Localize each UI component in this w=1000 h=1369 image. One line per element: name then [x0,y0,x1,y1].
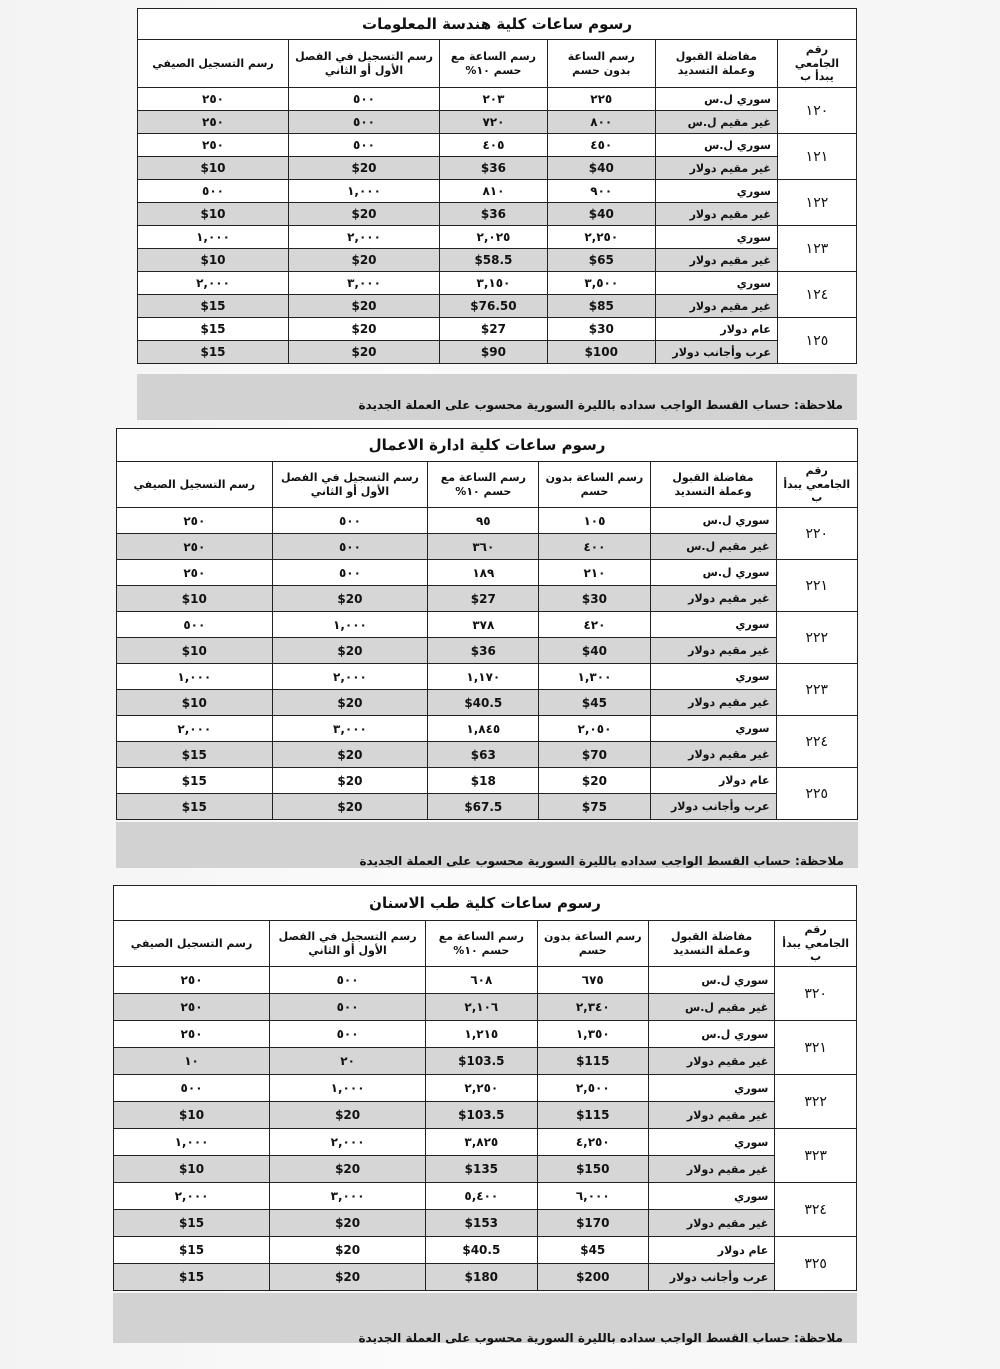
header-row [117,462,858,508]
student-number-prefix: ٢٢١ [776,560,858,612]
summer-registration-fee: $15 [114,1210,270,1237]
header-hour-fee: رسم الساعة بدون حسم [537,921,648,967]
semester-registration-fee: $20 [272,586,428,612]
semester-registration-fee: $20 [270,1237,426,1264]
semester-registration-fee: ١,٠٠٠ [270,1075,426,1102]
hour-fee-discount: $67.5 [428,794,539,820]
summer-registration-fee: $10 [138,203,289,226]
hour-fee: ٢,٣٤٠ [537,994,648,1021]
table-row [114,1183,857,1210]
header-student-number: رقم الجامعي يبدأ ب [775,921,857,967]
summer-registration-fee: ٢٥٠ [117,508,273,534]
table-header [138,40,857,88]
hour-fee: ٦,٠٠٠ [537,1183,648,1210]
semester-registration-fee: ٣,٠٠٠ [272,716,428,742]
admission-type: سوري ل.س [650,508,776,534]
semester-registration-fee: $20 [289,249,440,272]
fees-table [137,8,857,364]
table-row [117,664,858,690]
semester-registration-fee: $20 [272,638,428,664]
hour-fee: ٤,٢٥٠ [537,1129,648,1156]
hour-fee: ٢,٥٠٠ [537,1075,648,1102]
semester-registration-fee: ٣,٠٠٠ [289,272,440,295]
admission-type: سوري [648,1075,774,1102]
summer-registration-fee: ٢,٠٠٠ [114,1183,270,1210]
semester-registration-fee: ٢,٠٠٠ [270,1129,426,1156]
hour-fee-discount: $27 [440,318,548,341]
summer-registration-fee: ٢٥٠ [114,994,270,1021]
table-row [117,768,858,794]
hour-fee-discount: ٣,٨٢٥ [426,1129,537,1156]
header-student-number: رقم الجامعي يبدأ ب [777,40,856,88]
admission-type: سوري [655,272,777,295]
table-row [114,1210,857,1237]
semester-registration-fee: $20 [289,203,440,226]
hour-fee: $170 [537,1210,648,1237]
fees-table [113,885,857,1291]
admission-type: عرب وأجانب دولار [650,794,776,820]
student-number-prefix: ١٢٢ [777,180,856,226]
summer-registration-fee: ١,٠٠٠ [138,226,289,249]
admission-type: غير مقيم دولار [648,1048,774,1075]
hour-fee: ٢٢٥ [547,88,655,111]
hour-fee-discount: ٤٠٥ [440,134,548,157]
hour-fee-discount: ٢,٠٢٥ [440,226,548,249]
table-row [138,272,857,295]
summer-registration-fee: ٢٥٠ [117,560,273,586]
hour-fee-discount: $58.5 [440,249,548,272]
hour-fee-discount: ١,٨٤٥ [428,716,539,742]
admission-type: سوري [648,1129,774,1156]
note-strip: ملاحظة: حساب القسط الواجب سداده بالليرة السورية محسوب على العملة الجديدة [116,822,858,868]
semester-registration-fee: ٥٠٠ [270,994,426,1021]
summer-registration-fee: $10 [138,249,289,272]
table-row [114,1021,857,1048]
hour-fee-discount: $36 [428,638,539,664]
summer-registration-fee: $10 [117,690,273,716]
table-row [138,249,857,272]
hour-fee-discount: ٨١٠ [440,180,548,203]
semester-registration-fee: $20 [272,768,428,794]
admission-type: غير مقيم دولار [655,249,777,272]
student-number-prefix: ٣٢٢ [775,1075,857,1129]
table-row [117,586,858,612]
hour-fee: ٣,٥٠٠ [547,272,655,295]
hour-fee: $100 [547,341,655,364]
hour-fee: ٤٠٠ [539,534,650,560]
semester-registration-fee: $20 [272,794,428,820]
hour-fee-discount: ٦٠٨ [426,967,537,994]
summer-registration-fee: ٥٠٠ [117,612,273,638]
table-row [138,88,857,111]
summer-registration-fee: ٢٥٠ [138,111,289,134]
student-number-prefix: ٣٢٠ [775,967,857,1021]
summer-registration-fee: $10 [117,586,273,612]
header-summer-registration: رسم التسجيل الصيفي [114,921,270,967]
admission-type: سوري [655,226,777,249]
summer-registration-fee: $15 [114,1237,270,1264]
hour-fee: $40 [547,157,655,180]
hour-fee-discount: ٣٦٠ [428,534,539,560]
admission-type: سوري ل.س [655,88,777,111]
hour-fee-discount: ١٨٩ [428,560,539,586]
table-row [117,742,858,768]
table-row [114,1264,857,1291]
summer-registration-fee: ٢٥٠ [114,967,270,994]
table-row [114,1102,857,1129]
hour-fee-discount: $18 [428,768,539,794]
admission-type: غير مقيم دولار [655,157,777,180]
admission-type: سوري ل.س [648,967,774,994]
admission-type: غير مقيم ل.س [650,534,776,560]
student-number-prefix: ٣٢٣ [775,1129,857,1183]
semester-registration-fee: $20 [270,1210,426,1237]
student-number-prefix: ٢٢٤ [776,716,858,768]
hour-fee: $30 [547,318,655,341]
admission-type: عرب وأجانب دولار [648,1264,774,1291]
hour-fee: ١,٣٥٠ [537,1021,648,1048]
semester-registration-fee: ٥٠٠ [272,508,428,534]
admission-type: غير مقيم دولار [650,638,776,664]
summer-registration-fee: $10 [114,1102,270,1129]
header-semester-registration: رسم التسجيل في الفصل الأول أو الثاني [272,462,428,508]
semester-registration-fee: ٥٠٠ [270,1021,426,1048]
hour-fee: ٤٢٠ [539,612,650,638]
summer-registration-fee: ٢٥٠ [114,1021,270,1048]
semester-registration-fee: $20 [270,1264,426,1291]
semester-registration-fee: ٥٠٠ [272,534,428,560]
table-row [114,967,857,994]
semester-registration-fee: ١,٠٠٠ [289,180,440,203]
semester-registration-fee: ٢,٠٠٠ [272,664,428,690]
hour-fee: ٢,٠٥٠ [539,716,650,742]
student-number-prefix: ٢٢٣ [776,664,858,716]
admission-type: سوري ل.س [648,1021,774,1048]
summer-registration-fee: $15 [138,318,289,341]
table-row [117,534,858,560]
hour-fee: ٢,٢٥٠ [547,226,655,249]
table-row [117,716,858,742]
hour-fee-discount: ٢,١٠٦ [426,994,537,1021]
admission-type: عام دولار [650,768,776,794]
header-hour-fee-discount: رسم الساعة مع حسم ١٠% [428,462,539,508]
semester-registration-fee: $20 [289,295,440,318]
summer-registration-fee: $10 [138,157,289,180]
hour-fee: ٩٠٠ [547,180,655,203]
table-row [117,794,858,820]
hour-fee: $115 [537,1048,648,1075]
semester-registration-fee: $20 [270,1156,426,1183]
table-body [117,508,858,820]
semester-registration-fee: ٢٠ [270,1048,426,1075]
student-number-prefix: ١٢٥ [777,318,856,364]
admission-type: عام دولار [648,1237,774,1264]
admission-type: غير مقيم دولار [650,586,776,612]
table-row [117,690,858,716]
hour-fee: $75 [539,794,650,820]
hour-fee-discount: ٥,٤٠٠ [426,1183,537,1210]
summer-registration-fee: ٢,٠٠٠ [138,272,289,295]
admission-type: سوري [650,612,776,638]
table-row [117,612,858,638]
hour-fee-discount: $36 [440,203,548,226]
hour-fee: $115 [537,1102,648,1129]
admission-type: غير مقيم دولار [648,1102,774,1129]
hour-fee-discount: ١,١٧٠ [428,664,539,690]
fees-table-information-engineering [137,8,857,364]
table-row [138,111,857,134]
hour-fee-discount: $36 [440,157,548,180]
semester-registration-fee: ٥٠٠ [272,560,428,586]
semester-registration-fee: ٥٠٠ [289,88,440,111]
hour-fee-discount: $153 [426,1210,537,1237]
table-row [138,203,857,226]
header-hour-fee-discount: رسم الساعة مع حسم ١٠% [440,40,548,88]
hour-fee-discount: ٢٠٣ [440,88,548,111]
student-number-prefix: ٣٢٤ [775,1183,857,1237]
table-row [117,638,858,664]
note-strip: ملاحظة: حساب القسط الواجب سداده بالليرة السورية محسوب على العملة الجديدة [137,374,857,420]
admission-type: غير مقيم ل.س [655,111,777,134]
student-number-prefix: ٢٢٥ [776,768,858,820]
summer-registration-fee: $10 [114,1156,270,1183]
summer-registration-fee: ٢٥٠ [117,534,273,560]
admission-type: غير مقيم دولار [655,295,777,318]
hour-fee-discount: ٣٧٨ [428,612,539,638]
semester-registration-fee: ٥٠٠ [270,967,426,994]
summer-registration-fee: $15 [114,1264,270,1291]
fees-table-business-administration [116,428,858,820]
semester-registration-fee: ٢,٠٠٠ [289,226,440,249]
hour-fee: $200 [537,1264,648,1291]
hour-fee: $45 [539,690,650,716]
hour-fee-discount: ٢,٢٥٠ [426,1075,537,1102]
hour-fee-discount: ٩٥ [428,508,539,534]
header-student-number: رقم الجامعي يبدأ ب [776,462,858,508]
hour-fee-discount: $180 [426,1264,537,1291]
summer-registration-fee: $15 [138,341,289,364]
table-row [138,180,857,203]
header-summer-registration: رسم التسجيل الصيفي [117,462,273,508]
header-admission-currency: مفاضلة القبول وعملة التسديد [655,40,777,88]
hour-fee-discount: $76.50 [440,295,548,318]
hour-fee-discount: $63 [428,742,539,768]
summer-registration-fee: ١,٠٠٠ [117,664,273,690]
header-hour-fee-discount: رسم الساعة مع حسم ١٠% [426,921,537,967]
admission-type: عام دولار [655,318,777,341]
fees-table [116,428,858,820]
hour-fee-discount: $135 [426,1156,537,1183]
summer-registration-fee: $15 [117,742,273,768]
admission-type: سوري [650,664,776,690]
student-number-prefix: ١٢٠ [777,88,856,134]
summer-registration-fee: $15 [138,295,289,318]
table-row [138,341,857,364]
admission-type: غير مقيم دولار [648,1156,774,1183]
fees-table-dentistry [113,885,857,1291]
table-row [117,560,858,586]
table-title: رسوم ساعات كلية هندسة المعلومات [137,8,857,39]
hour-fee: $85 [547,295,655,318]
student-number-prefix: ١٢٣ [777,226,856,272]
student-number-prefix: ٢٢٠ [776,508,858,560]
table-row [114,1048,857,1075]
table-row [117,508,858,534]
header-row [138,40,857,88]
header-semester-registration: رسم التسجيل في الفصل الأول أو الثاني [270,921,426,967]
table-body [114,967,857,1291]
admission-type: سوري ل.س [650,560,776,586]
semester-registration-fee: $20 [289,341,440,364]
table-row [114,1156,857,1183]
hour-fee: $45 [537,1237,648,1264]
header-row [114,921,857,967]
header-admission-currency: مفاضلة القبول وعملة التسديد [648,921,774,967]
hour-fee: ١,٣٠٠ [539,664,650,690]
table-header [117,462,858,508]
header-summer-registration: رسم التسجيل الصيفي [138,40,289,88]
summer-registration-fee: $15 [117,794,273,820]
semester-registration-fee: $20 [272,742,428,768]
semester-registration-fee: ٣,٠٠٠ [270,1183,426,1210]
summer-registration-fee: ٢٥٠ [138,88,289,111]
student-number-prefix: ١٢٤ [777,272,856,318]
hour-fee-discount: $40.5 [428,690,539,716]
table-row [138,295,857,318]
admission-type: سوري [650,716,776,742]
admission-type: سوري [655,180,777,203]
summer-registration-fee: ٥٠٠ [114,1075,270,1102]
student-number-prefix: ٣٢١ [775,1021,857,1075]
table-row [138,134,857,157]
admission-type: غير مقيم ل.س [648,994,774,1021]
semester-registration-fee: $20 [272,690,428,716]
table-row [114,1075,857,1102]
hour-fee-discount: $103.5 [426,1102,537,1129]
semester-registration-fee: ٥٠٠ [289,111,440,134]
admission-type: سوري ل.س [655,134,777,157]
hour-fee-discount: ١,٢١٥ [426,1021,537,1048]
admission-type: غير مقيم دولار [650,690,776,716]
summer-registration-fee: ٥٠٠ [138,180,289,203]
hour-fee-discount: $40.5 [426,1237,537,1264]
admission-type: غير مقيم دولار [655,203,777,226]
semester-registration-fee: ٥٠٠ [289,134,440,157]
table-row [114,1237,857,1264]
header-hour-fee: رسم الساعة بدون حسم [547,40,655,88]
hour-fee-discount: ٧٢٠ [440,111,548,134]
table-row [114,1129,857,1156]
table-body [138,88,857,364]
header-hour-fee: رسم الساعة بدون حسم [539,462,650,508]
hour-fee-discount: $90 [440,341,548,364]
summer-registration-fee: ٢,٠٠٠ [117,716,273,742]
table-header [114,921,857,967]
hour-fee: ٦٧٥ [537,967,648,994]
admission-type: غير مقيم دولار [650,742,776,768]
hour-fee-discount: $27 [428,586,539,612]
semester-registration-fee: $20 [289,157,440,180]
note-strip: ملاحظة: حساب القسط الواجب سداده بالليرة السورية محسوب على العملة الجديدة [113,1293,857,1343]
hour-fee: $70 [539,742,650,768]
semester-registration-fee: ١,٠٠٠ [272,612,428,638]
hour-fee: $65 [547,249,655,272]
hour-fee-discount: ٣,١٥٠ [440,272,548,295]
student-number-prefix: ١٢١ [777,134,856,180]
summer-registration-fee: $10 [117,638,273,664]
header-admission-currency: مفاضلة القبول وعملة التسديد [650,462,776,508]
admission-type: عرب وأجانب دولار [655,341,777,364]
hour-fee: $20 [539,768,650,794]
summer-registration-fee: ١,٠٠٠ [114,1129,270,1156]
hour-fee: $30 [539,586,650,612]
admission-type: غير مقيم دولار [648,1210,774,1237]
student-number-prefix: ٢٢٢ [776,612,858,664]
summer-registration-fee: ٢٥٠ [138,134,289,157]
summer-registration-fee: ١٠ [114,1048,270,1075]
hour-fee: ٢١٠ [539,560,650,586]
table-row [138,157,857,180]
table-row [114,994,857,1021]
semester-registration-fee: $20 [270,1102,426,1129]
table-title: رسوم ساعات كلية طب الاسنان [113,885,857,920]
admission-type: سوري [648,1183,774,1210]
semester-registration-fee: $20 [289,318,440,341]
hour-fee: ٨٠٠ [547,111,655,134]
table-row [138,318,857,341]
student-number-prefix: ٣٢٥ [775,1237,857,1291]
hour-fee: ١٠٥ [539,508,650,534]
summer-registration-fee: $15 [117,768,273,794]
hour-fee: $150 [537,1156,648,1183]
hour-fee: ٤٥٠ [547,134,655,157]
table-title: رسوم ساعات كلية ادارة الاعمال [116,428,858,461]
hour-fee: $40 [547,203,655,226]
hour-fee: $40 [539,638,650,664]
hour-fee-discount: $103.5 [426,1048,537,1075]
table-row [138,226,857,249]
header-semester-registration: رسم التسجيل في الفصل الأول أو الثاني [289,40,440,88]
